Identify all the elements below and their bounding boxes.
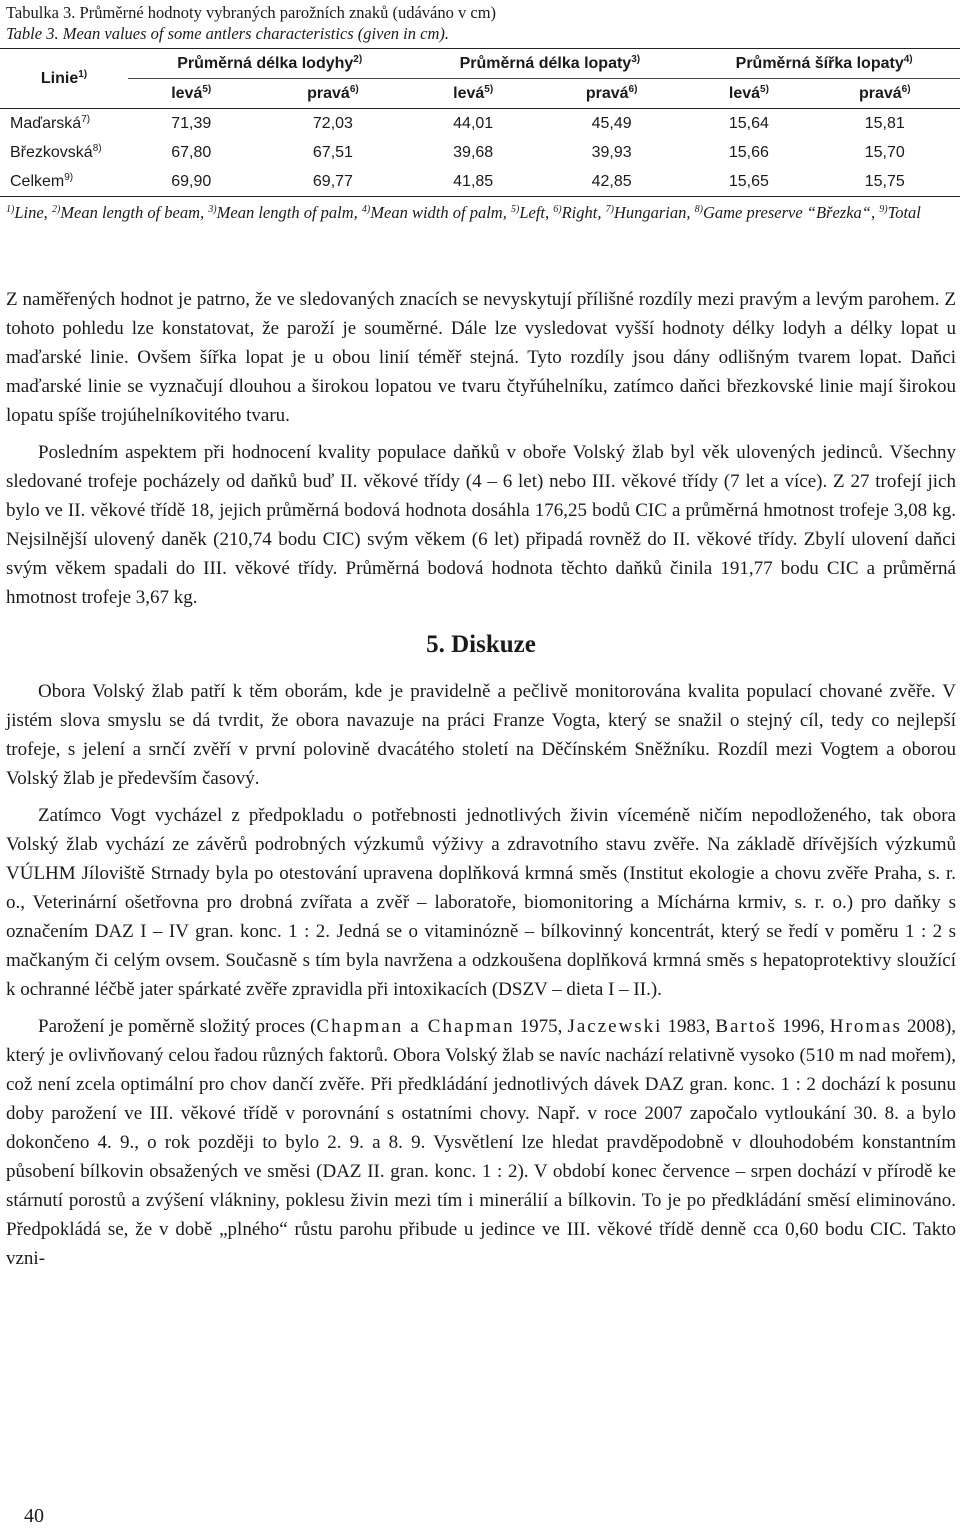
- footnote-text: Mean width of palm,: [370, 203, 511, 222]
- row-label: [0, 138, 128, 167]
- table-cell: 44,01: [453, 114, 494, 132]
- header-left-label: levá: [171, 84, 203, 102]
- row-label: [0, 167, 128, 197]
- text-run: 1996,: [776, 1016, 830, 1037]
- table-cell: 72,03: [312, 114, 353, 132]
- row-name: Maďarská: [10, 114, 82, 132]
- footnote-text: Total: [887, 203, 921, 222]
- header-right: [810, 79, 960, 109]
- row-label: [0, 109, 128, 139]
- header-left: [688, 79, 809, 109]
- footnote-sup: 6): [553, 204, 562, 215]
- text-run: 1983,: [662, 1016, 716, 1037]
- header-group-sup: 4): [903, 53, 913, 65]
- paragraph: Zatímco Vogt vycházel z předpokladu o potřebnosti jednotlivých živin víceméně ničím nepodloženého, tak obora Volský žlab vychází ze závěrů podrobných výzkumů výživy a zdravotního stavu zvěře. Na základě dřívějších výzkumů VÚLHM Jíloviště Strnady byla po otestování upravena doplňková krmná směs (Institut ekologie a chovu zvěře Praha, s. r. o., Veterinární ošetřovna pro drobná zvířata a zvěř – laboratoře, biomonitoring a Míchárna krmiv, s. r. o.) pro daňky s označením DAZ I – IV gran. konc. 1 : 2. Jedná se o vitaminózně – bílkovinný koncentrát, který se ředí v poměru 1 : 2 s mačkaným či celým ovsem. Současně s tím byla navržena a odzkoušena doplňková krmná směs s hepatoprotektivy sloužící k ochranné léčbě jater spárkaté zvěře zpravidla při intoxikacích (DSZV – dieta I – II.).: [6, 805, 956, 1000]
- row-sup: 8): [92, 142, 102, 154]
- table-row: [0, 109, 960, 139]
- text-run: 1975,: [514, 1016, 568, 1037]
- header-right: [535, 79, 688, 109]
- footnote-text: Right,: [561, 203, 606, 222]
- table-cell: 39,68: [453, 143, 494, 161]
- citation-author: Hromas: [829, 1016, 902, 1037]
- header-group-label: Průměrná délka lopaty: [459, 54, 632, 72]
- table-cell: 67,51: [312, 143, 353, 161]
- footnote-sup: 8): [694, 204, 703, 215]
- header-group-beam: [128, 49, 411, 79]
- antler-table: [0, 48, 960, 197]
- footnote-sup: 7): [605, 204, 614, 215]
- footnote-text: Left,: [519, 203, 554, 222]
- table-row: [0, 167, 960, 197]
- table-cell: 67,80: [171, 143, 212, 161]
- footnote-text: Mean length of beam,: [60, 203, 209, 222]
- table-cell: 71,39: [171, 114, 212, 132]
- header-right-sup: 6): [628, 83, 638, 95]
- row-name: Březkovská: [10, 143, 93, 161]
- table-cell: 69,90: [128, 167, 254, 197]
- table-cell: 15,75: [810, 167, 960, 197]
- header-right-label: pravá: [858, 84, 902, 102]
- header-group-sup: 2): [353, 53, 363, 65]
- table-cell: 42,85: [535, 167, 688, 197]
- table-cell: 15,81: [864, 114, 905, 132]
- table-cell: 15,70: [864, 143, 905, 161]
- footnote-sup: 3): [208, 204, 217, 215]
- table-cell: 41,85: [411, 167, 535, 197]
- header-left-sup: 5): [760, 83, 769, 95]
- table-header-row: [0, 49, 960, 79]
- table-cell: 15,64: [728, 114, 769, 132]
- header-linie: [0, 49, 128, 109]
- paragraph: Posledním aspektem při hodnocení kvality populace daňků v oboře Volský žlab byl věk ulovených jedinců. Všechny sledované trofeje pocházely od daňků buď II. věkové třídy (4 – 6 let) nebo III. věkové třídy (7 let a více). Z 27 trofejí jich bylo ve II. věkové třídě 18, jejich průměrná bodová hodnota dosáhla 176,25 bodů CIC a průměrná hmotnost trofeje 3,08 kg. Nejsilnější ulovený daněk (210,74 bodu CIC) svým věkem (6 let) připadá rovněž do II. věkové třídy. Zbylí ulovení daňci svým věkem spadali do III. věkové třídy. Průměrná bodová hodnota těchto daňků činila 191,77 bodu CIC a průměrná hmotnost trofeje 3,67 kg.: [6, 442, 956, 608]
- header-left: [128, 79, 254, 109]
- article-body: [6, 285, 956, 1281]
- paragraph: [6, 1012, 956, 1273]
- header-left: [411, 79, 535, 109]
- footnote-text: Hungarian,: [613, 203, 695, 222]
- header-right-label: pravá: [585, 84, 629, 102]
- footnote-sup: 4): [361, 204, 371, 215]
- header-linie-label: Linie: [40, 69, 79, 87]
- footnote-sup: 1): [6, 204, 15, 215]
- footnote-text: Line,: [14, 203, 52, 222]
- table-cell: 15,65: [688, 167, 809, 197]
- header-left-sup: 5): [202, 83, 212, 95]
- header-group-label: Průměrná šířka lopaty: [735, 54, 904, 72]
- table-cell: 39,93: [591, 143, 632, 161]
- row-sup: 9): [64, 171, 74, 183]
- header-right-sup: 6): [349, 83, 359, 95]
- header-right-sup: 6): [901, 83, 911, 95]
- table-cell: 15,66: [728, 143, 769, 161]
- table-cell: 69,77: [254, 167, 411, 197]
- footnote-sup: 9): [879, 204, 888, 215]
- table-caption: [6, 2, 496, 44]
- citation-author: Chapman a Chapman: [316, 1016, 515, 1037]
- footnote-sup: 5): [510, 204, 520, 215]
- header-left-label: levá: [453, 84, 485, 102]
- caption-en: Table 3. Mean values of some antlers characteristics (given in cm).: [6, 24, 449, 43]
- header-right-label: pravá: [307, 84, 350, 102]
- paragraph: Z naměřených hodnot je patrno, že ve sledovaných znacích se nevyskytují přílišné rozdíly mezi pravým a levým parohem. Z tohoto pohledu lze konstatovat, že paroží je souměrné. Dále lze vysledovat vyšší hodnoty délky lodyh a délky lopat u maďarské linie. Ovšem šířka lopat je u obou linií téměř stejná. Tyto rozdíly jsou dány odlišným tvarem lopat. Daňci maďarské linie se vyznačují dlouhou a širokou lopatou ve tvaru čtyřúhelníku, zatímco daňci březkovské linie mají širokou lopatu spíše trojúhelníkovitého tvaru.: [6, 289, 956, 426]
- citation-author: Jaczewski: [567, 1016, 663, 1037]
- caption-cz: Tabulka 3. Průměrné hodnoty vybraných parožních znaků (udáváno v cm): [6, 3, 497, 22]
- header-linie-sup: 1): [78, 68, 88, 80]
- header-group-palm-width: [688, 49, 960, 79]
- footnote-text: Mean length of palm,: [216, 203, 362, 222]
- page-number: 40: [24, 1505, 44, 1527]
- table-cell: 45,49: [591, 114, 632, 132]
- table-footnotes: [6, 200, 956, 225]
- header-left-label: levá: [728, 84, 761, 102]
- table-row: [0, 138, 960, 167]
- header-group-sup: 3): [631, 53, 641, 65]
- footnote-sup: 2): [51, 204, 61, 215]
- header-group-palm-length: [411, 49, 688, 79]
- text-run: 2008), který je ovlivňovaný celou řadou různých faktorů. Obora Volský žlab se navíc nachází relativně vysoko (510 m nad mořem), což není zcela optimální pro chov dančí zvěře. Při předkládání jednotlivých dávek DAZ gran. konc. 1 : 2 dochází k posunu doby parožení ve III. věkové třídě v porovnání s ostatními chovy. Např. v roce 2007 započalo vytloukání 30. 8. a bylo dokončeno 4. 9., o rok později to bylo 2. 9. a 8. 9. Vysvětlení lze hledat pravděpodobně v dlouhodobém konstantním působení bílkovin obsažených ve směsi (DAZ II. gran. konc. 1 : 2). V období konec července – srpen dochází v přírodě ke stárnutí porostů a zvýšení vlákniny, poklesu živin mezi tím i minerálií a bílkovin. To je po předkládání směsí eliminováno. Předpokládá se, že v době „plného“ růstu parohu přibude u jedince ve III. věkové třídě denně cca 0,60 bodu CIC. Takto vzni-: [6, 1016, 957, 1269]
- paragraph: Obora Volský žlab patří k těm oborám, kde je pravidelně a pečlivě monitorována kvalita populací chované zvěře. V jistém slova smyslu se dá tvrdit, že obora navazuje na práci Franze Vogta, který se snažil o stejný cíl, tedy co nejlepší trofeje, s jelení a srnčí zvěří v první polovině dvacátého století na Děčínském Sněžníku. Rozdíl mezi Vogtem a oborou Volský žlab je především časový.: [6, 681, 956, 789]
- row-name: Celkem: [10, 172, 65, 190]
- header-right: [254, 79, 411, 109]
- header-group-label: Průměrná délka lodyhy: [177, 54, 354, 72]
- citation-author: Bartoš: [715, 1016, 777, 1037]
- footnote-text: Game preserve “Březka“,: [702, 203, 880, 222]
- row-sup: 7): [81, 113, 91, 125]
- header-left-sup: 5): [484, 83, 494, 95]
- text-run: Parožení je poměrně složitý proces (: [38, 1016, 317, 1037]
- table-subheader-row: [0, 79, 960, 109]
- section-heading: 5. Diskuze: [426, 631, 536, 658]
